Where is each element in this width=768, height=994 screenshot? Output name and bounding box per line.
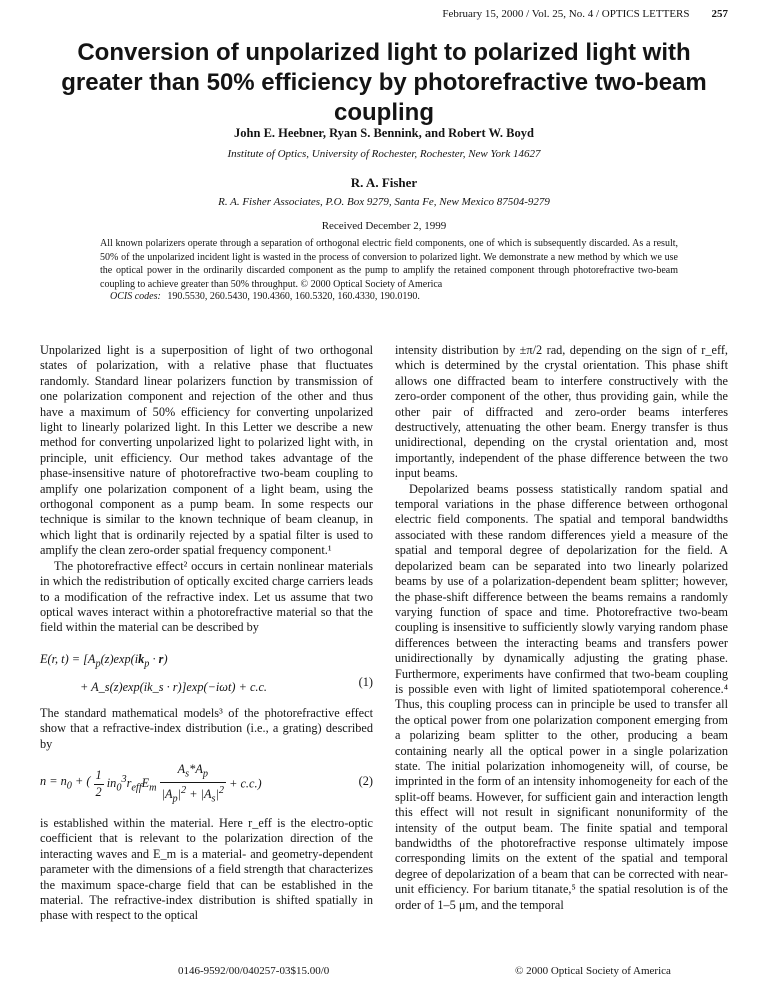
footer-copyright: © 2000 Optical Society of America (515, 965, 671, 977)
equation-2-number: (2) (358, 773, 373, 788)
ocis-code-list: 190.5530, 260.5430, 190.4360, 160.5320, 160.4330, 190.0190. (167, 291, 420, 302)
paragraph-models: The standard mathematical models³ of the photorefractive effect show that a refractive-index distribution (i.e., a grating) described by (40, 705, 373, 751)
ocis-label: OCIS codes: (110, 291, 161, 302)
received-date: Received December 2, 1999 (321, 220, 447, 232)
right-column (395, 343, 728, 913)
paragraph-intro: Unpolarized light is a superposition of light of two orthogonal states of polarization, with a relative phase that fluctuates randomly. Standard linear polarizers function by transmission of one polarization component and rejection of the other and thus have a maximum of 50% efficiency for converting unpolarized light to linearly polarized light. In this Letter we describe a new method for converting unpolarized light to polarized light with, in principle, unit efficiency. Our method takes advantage of the phase-insensitive nature of photorefractive two-beam coupling to amplify one polarization component of a light beam, using the orthogonal component as a pump beam. In some respects our technique is similar to the known technique of beam cleanup, in which light that is ordinarily rejected by a spatial filter is used to amplify the clean zero-order spatial frequency component.¹ (40, 343, 373, 558)
running-head (442, 8, 728, 20)
paragraph-phase-shift: intensity distribution by ±π/2 rad, depending on the sign of r_eff, which is determined by the crystal orientation. This phase shift allows one diffracted beam to interfere constructively with the zero-order component of the other, thus providing gain, while the other pair of diffracted and zero-order beams interferes destructively, attenuating the other beam. Energy transfer is thus unidirectional, depending on the crystal orientation and, most importantly, independent of the phase difference between the two input beams. (395, 343, 728, 481)
equation-1-line-2: + A_s(z)exp(ik_s · r)]exp(−iωt) + c.c. (80, 679, 268, 694)
footer-code: 0146-9592/00/040257-03$15.00/0 (178, 965, 330, 977)
left-column (40, 343, 373, 924)
equation-2: $n = n_0$ + ( $\frac{1}{2}$ $in_0^3r_{eff}E_m$ $\frac{A_s*A_p}{|A_p|^2 + |A_s|^2}$ + c.c.) (2) (40, 761, 373, 805)
equation-1 (40, 652, 373, 692)
journal-citation: February 15, 2000 / Vol. 25, No. 4 / OPTICS LETTERS (442, 8, 690, 20)
author-list-2: R. A. Fisher (350, 175, 418, 190)
affiliation-2: R. A. Fisher Associates, P.O. Box 9279, Santa Fe, New Mexico 87504-9279 (218, 196, 550, 208)
equation-1-line-1: E(r, $t) = [A_p(z)\exp(ik_p \cdot r)$ (40, 651, 168, 670)
paragraph-depolarized: Depolarized beams possess statistically random spatial and temporal variations in the phase difference between orthogonal electric field components. The spatial and temporal bandwidths associated with these random differences yield a measure of the spatial and temporal degree of depolarization for the field. A depolarized beam can be separated into two linearly polarized beams by use of a polarization-dependent beam splitter; however, the phase-shift difference between the beams remains a randomly varying function of space and time. Photorefractive two-beam coupling is insensitive to sufficiently slowly varying random phase differences between the interacting beams and transfers power unidirectionally by dynamically adjusting the grating phase. Furthermore, experiments have confirmed that two-beam coupling is possible even with light of limited spatiotemporal coherence.⁴ Thus, this coupling process can in principle be used to transfer all the optical power from one polarization component emerging from a polarizing beam splitter to the other, producing a beam containing nearly all the optical power in a single polarization state. The initial polarization inhomogeneity will, of course, be imprinted in the form of an intensity inhomogeneity for each of the split-off beams. However, for sufficient gain and interaction length this effect will not result in significant nonuniformity of the intensity of the output beam. The finite spatial and temporal bandwidths of the photorefractive response ultimately impose corresponding limits on the extent of the spatial and temporal degree of depolarization of a beam that can be corrected with near-unit efficiency. For barium titanate,⁵ the spatial resolution is of the order of 1–5 μm, and the temporal (395, 481, 728, 912)
abstract: All known polarizers operate through a separation of orthogonal electric field components, one of which is subsequently discarded. As a result, 50% of the unpolarized incident light is wasted in the process of conversion to polarized light. We demonstrate a new method by which we use the optical power in the ordinarily discarded component as the pump to amplify the retained component through photorefractive two-beam coupling to achieve greater than 50% throughput. © 2000 Optical Society of America (100, 238, 678, 290)
ocis-codes (110, 291, 420, 302)
page-number: 257 (711, 8, 728, 20)
paragraph-reff: is established within the material. Here r_eff is the electro-optic coefficient that is relevant to the polarization direction of the interacting waves and E_m is a material- and geometry-dependent parameter with the dimensions of a field strength that characterizes the maximum space-charge field that can be established in the material. The refractive-index distribution is shifted spatially in phase with respect to the optical (40, 815, 373, 923)
paper-title: Conversion of unpolarized light to polarized light with greater than 50% efficiency by photorefractive two-beam coupling (61, 39, 707, 126)
paragraph-photorefractive: The photorefractive effect² occurs in certain nonlinear materials in which the redistribution of optically excited charge carriers leads to a modification of the refractive index. Let us assume that two optical waves interact within a photorefractive material so that the field within the material can be described by (40, 558, 373, 635)
affiliation-1: Institute of Optics, University of Rochester, Rochester, New York 14627 (227, 148, 541, 160)
equation-1-number: (1) (358, 674, 373, 689)
author-list-1: John E. Heebner, Ryan S. Bennink, and Robert W. Boyd (234, 126, 534, 140)
